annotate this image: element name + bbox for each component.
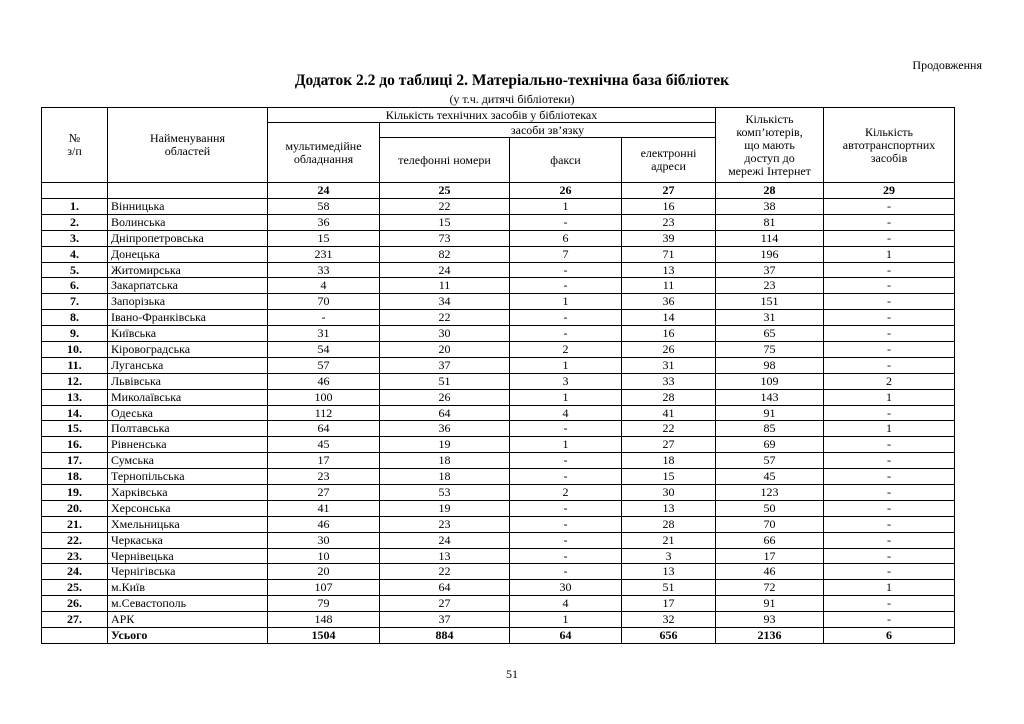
fax-count: -: [510, 532, 622, 548]
phone-count: 53: [380, 485, 510, 501]
email-count: 31: [622, 357, 716, 373]
fax-count: -: [510, 214, 622, 230]
vehicle-count: -: [824, 199, 955, 215]
computer-count: 70: [716, 516, 824, 532]
multimedia-count: 33: [268, 262, 380, 278]
computer-count: 93: [716, 612, 824, 628]
computer-count: 46: [716, 564, 824, 580]
computer-count: 85: [716, 421, 824, 437]
computer-count: 91: [716, 405, 824, 421]
vehicle-count: 1: [824, 421, 955, 437]
email-count: 13: [622, 262, 716, 278]
row-number: 10.: [42, 342, 108, 358]
region-name: Дніпропетровська: [108, 230, 268, 246]
computer-count: 31: [716, 310, 824, 326]
table-row: [42, 580, 955, 596]
row-number: 18.: [42, 469, 108, 485]
table-row: [42, 310, 955, 326]
table-row: [42, 516, 955, 532]
vehicle-count: -: [824, 214, 955, 230]
header-email: електронні адреси: [622, 138, 716, 183]
row-number: 13.: [42, 389, 108, 405]
row-number: 2.: [42, 214, 108, 230]
email-count: 30: [622, 485, 716, 501]
email-count: 27: [622, 437, 716, 453]
row-number: 4.: [42, 246, 108, 262]
email-count: 51: [622, 580, 716, 596]
multimedia-count: 20: [268, 564, 380, 580]
phone-count: 22: [380, 199, 510, 215]
region-name: м.Київ: [108, 580, 268, 596]
row-number: 3.: [42, 230, 108, 246]
table-row: [42, 469, 955, 485]
fax-count: -: [510, 548, 622, 564]
table-row: [42, 278, 955, 294]
header-region: Найменування областей: [108, 108, 268, 183]
vehicle-count: -: [824, 516, 955, 532]
phone-count: 19: [380, 437, 510, 453]
row-number: 11.: [42, 357, 108, 373]
computer-count: 75: [716, 342, 824, 358]
header-multimedia: мультимедійне обладнання: [268, 123, 380, 183]
phone-count: 24: [380, 262, 510, 278]
vehicle-count: -: [824, 405, 955, 421]
table-row: [42, 342, 955, 358]
phone-count: 18: [380, 453, 510, 469]
vehicle-count: -: [824, 326, 955, 342]
row-number: 22.: [42, 532, 108, 548]
row-number: 7.: [42, 294, 108, 310]
email-count: 39: [622, 230, 716, 246]
region-name: Хмельницька: [108, 516, 268, 532]
fax-count: 1: [510, 294, 622, 310]
email-count: 17: [622, 596, 716, 612]
region-name: Харківська: [108, 485, 268, 501]
table-row: [42, 485, 955, 501]
multimedia-count: 112: [268, 405, 380, 421]
multimedia-count: 41: [268, 500, 380, 516]
multimedia-count: 45: [268, 437, 380, 453]
region-name: Сумська: [108, 453, 268, 469]
table-row: [42, 405, 955, 421]
phone-count: 37: [380, 612, 510, 628]
region-name: АРК: [108, 612, 268, 628]
table-row: [42, 596, 955, 612]
column-number: 24: [268, 183, 380, 199]
email-count: 23: [622, 214, 716, 230]
region-name: Тернопільська: [108, 469, 268, 485]
phone-count: 82: [380, 246, 510, 262]
computer-count: 109: [716, 373, 824, 389]
row-number: 12.: [42, 373, 108, 389]
header-computers: Кількість комп’ютерів, що мають доступ до мережі Інтернет: [716, 108, 824, 183]
table-row: [42, 532, 955, 548]
library-equipment-table: [41, 107, 955, 644]
column-number: 26: [510, 183, 622, 199]
computer-count: 151: [716, 294, 824, 310]
computer-count: 69: [716, 437, 824, 453]
page-number: 51: [506, 667, 518, 681]
row-number: 26.: [42, 596, 108, 612]
phone-count: 22: [380, 564, 510, 580]
fax-count: 1: [510, 437, 622, 453]
multimedia-count: 10: [268, 548, 380, 564]
phone-count: 19: [380, 500, 510, 516]
computer-count: 143: [716, 389, 824, 405]
fax-count: 1: [510, 357, 622, 373]
fax-count: -: [510, 469, 622, 485]
multimedia-count: 100: [268, 389, 380, 405]
computer-count: 66: [716, 532, 824, 548]
email-count: 22: [622, 421, 716, 437]
column-number: 29: [824, 183, 955, 199]
row-number: 15.: [42, 421, 108, 437]
region-name: Луганська: [108, 357, 268, 373]
header-fax: факси: [510, 138, 622, 183]
table-row: [42, 326, 955, 342]
multimedia-count: 46: [268, 373, 380, 389]
phone-count: 22: [380, 310, 510, 326]
table-row: [42, 294, 955, 310]
computer-count: 81: [716, 214, 824, 230]
email-count: 36: [622, 294, 716, 310]
multimedia-count: 4: [268, 278, 380, 294]
computer-count: 50: [716, 500, 824, 516]
multimedia-count: 231: [268, 246, 380, 262]
vehicle-count: -: [824, 294, 955, 310]
table-row: [42, 199, 955, 215]
region-name: Кіровоградська: [108, 342, 268, 358]
multimedia-count: 107: [268, 580, 380, 596]
fax-count: -: [510, 564, 622, 580]
computer-count: 91: [716, 596, 824, 612]
row-number: 20.: [42, 500, 108, 516]
multimedia-count: -: [268, 310, 380, 326]
multimedia-count: 17: [268, 453, 380, 469]
computer-count: 45: [716, 469, 824, 485]
vehicle-count: -: [824, 548, 955, 564]
region-name: Житомирська: [108, 262, 268, 278]
multimedia-count: 54: [268, 342, 380, 358]
multimedia-count: 57: [268, 357, 380, 373]
header-communication: засоби зв’язку: [380, 123, 716, 138]
email-count: 14: [622, 310, 716, 326]
region-name: Черкаська: [108, 532, 268, 548]
vehicle-count: -: [824, 564, 955, 580]
computer-count: 2136: [716, 628, 824, 644]
multimedia-count: 148: [268, 612, 380, 628]
phone-count: 64: [380, 405, 510, 421]
header-number-cell: [42, 183, 108, 199]
fax-count: 4: [510, 405, 622, 421]
table-row: [42, 500, 955, 516]
row-number: 14.: [42, 405, 108, 421]
region-name: Вінницька: [108, 199, 268, 215]
email-count: 16: [622, 199, 716, 215]
vehicle-count: 6: [824, 628, 955, 644]
multimedia-count: 27: [268, 485, 380, 501]
multimedia-count: 23: [268, 469, 380, 485]
fax-count: -: [510, 421, 622, 437]
email-count: 16: [622, 326, 716, 342]
table-row: [42, 389, 955, 405]
region-name: Полтавська: [108, 421, 268, 437]
multimedia-count: 46: [268, 516, 380, 532]
table-row: [42, 246, 955, 262]
email-count: 3: [622, 548, 716, 564]
vehicle-count: 1: [824, 246, 955, 262]
row-number: 23.: [42, 548, 108, 564]
multimedia-count: 36: [268, 214, 380, 230]
fax-count: 1: [510, 389, 622, 405]
document-subtitle: (у т.ч. дитячі бібліотеки): [449, 92, 575, 106]
vehicle-count: -: [824, 230, 955, 246]
region-name: м.Севастополь: [108, 596, 268, 612]
vehicle-count: -: [824, 278, 955, 294]
row-number: 16.: [42, 437, 108, 453]
vehicle-count: -: [824, 342, 955, 358]
email-count: 26: [622, 342, 716, 358]
table-row: [42, 564, 955, 580]
email-count: 11: [622, 278, 716, 294]
region-name: Усього: [108, 628, 268, 644]
fax-count: 7: [510, 246, 622, 262]
multimedia-count: 1504: [268, 628, 380, 644]
multimedia-count: 70: [268, 294, 380, 310]
vehicle-count: -: [824, 262, 955, 278]
email-count: 21: [622, 532, 716, 548]
vehicle-count: -: [824, 500, 955, 516]
vehicle-count: -: [824, 437, 955, 453]
table-row: [42, 421, 955, 437]
region-name: Миколаївська: [108, 389, 268, 405]
row-number: 6.: [42, 278, 108, 294]
row-number: 17.: [42, 453, 108, 469]
email-count: 28: [622, 516, 716, 532]
fax-count: -: [510, 262, 622, 278]
phone-count: 26: [380, 389, 510, 405]
document-title: Додаток 2.2 до таблиці 2. Матеріально-технічна база бібліотек: [294, 72, 730, 89]
fax-count: 6: [510, 230, 622, 246]
row-number: 27.: [42, 612, 108, 628]
table-row: [42, 214, 955, 230]
fax-count: 4: [510, 596, 622, 612]
fax-count: -: [510, 310, 622, 326]
header-phones: телефонні номери: [380, 138, 510, 183]
region-name: Рівненська: [108, 437, 268, 453]
multimedia-count: 15: [268, 230, 380, 246]
region-name: Київська: [108, 326, 268, 342]
vehicle-count: -: [824, 612, 955, 628]
table-row: [42, 548, 955, 564]
vehicle-count: -: [824, 596, 955, 612]
phone-count: 15: [380, 214, 510, 230]
fax-count: 2: [510, 485, 622, 501]
header-number-cell: [108, 183, 268, 199]
region-name: Івано-Франківська: [108, 310, 268, 326]
computer-count: 196: [716, 246, 824, 262]
vehicle-count: -: [824, 357, 955, 373]
table-row: [42, 230, 955, 246]
continued-label: Продовження: [912, 58, 982, 72]
fax-count: 64: [510, 628, 622, 644]
table-row: [42, 612, 955, 628]
fax-count: -: [510, 326, 622, 342]
row-number: 21.: [42, 516, 108, 532]
table-row: [42, 453, 955, 469]
email-count: 656: [622, 628, 716, 644]
table-body: [42, 199, 955, 644]
vehicle-count: -: [824, 469, 955, 485]
computer-count: 98: [716, 357, 824, 373]
fax-count: 30: [510, 580, 622, 596]
email-count: 32: [622, 612, 716, 628]
phone-count: 23: [380, 516, 510, 532]
phone-count: 51: [380, 373, 510, 389]
phone-count: 24: [380, 532, 510, 548]
multimedia-count: 58: [268, 199, 380, 215]
vehicle-count: 1: [824, 580, 955, 596]
row-number: 9.: [42, 326, 108, 342]
total-row: [42, 628, 955, 644]
phone-count: 18: [380, 469, 510, 485]
header-vehicles: Кількість автотранспортних засобів: [824, 108, 955, 183]
fax-count: -: [510, 516, 622, 532]
multimedia-count: 79: [268, 596, 380, 612]
fax-count: -: [510, 278, 622, 294]
table-row: [42, 357, 955, 373]
computer-count: 57: [716, 453, 824, 469]
email-count: 13: [622, 500, 716, 516]
region-name: Волинська: [108, 214, 268, 230]
email-count: 41: [622, 405, 716, 421]
vehicle-count: 1: [824, 389, 955, 405]
region-name: Львівська: [108, 373, 268, 389]
region-name: Закарпатська: [108, 278, 268, 294]
fax-count: -: [510, 453, 622, 469]
region-name: Запорізька: [108, 294, 268, 310]
vehicle-count: -: [824, 453, 955, 469]
phone-count: 34: [380, 294, 510, 310]
email-count: 28: [622, 389, 716, 405]
phone-count: 27: [380, 596, 510, 612]
computer-count: 114: [716, 230, 824, 246]
phone-count: 36: [380, 421, 510, 437]
region-name: Чернівецька: [108, 548, 268, 564]
computer-count: 17: [716, 548, 824, 564]
fax-count: 3: [510, 373, 622, 389]
row-number: 5.: [42, 262, 108, 278]
vehicle-count: -: [824, 310, 955, 326]
phone-count: 30: [380, 326, 510, 342]
column-number: 28: [716, 183, 824, 199]
phone-count: 73: [380, 230, 510, 246]
computer-count: 23: [716, 278, 824, 294]
row-number: 24.: [42, 564, 108, 580]
email-count: 71: [622, 246, 716, 262]
region-name: Донецька: [108, 246, 268, 262]
computer-count: 65: [716, 326, 824, 342]
fax-count: 1: [510, 199, 622, 215]
region-name: Херсонська: [108, 500, 268, 516]
vehicle-count: -: [824, 485, 955, 501]
header-number: № з/п: [42, 108, 108, 183]
row-number: 25.: [42, 580, 108, 596]
multimedia-count: 64: [268, 421, 380, 437]
row-number: 8.: [42, 310, 108, 326]
computer-count: 123: [716, 485, 824, 501]
column-number: 27: [622, 183, 716, 199]
phone-count: 37: [380, 357, 510, 373]
phone-count: 11: [380, 278, 510, 294]
multimedia-count: 30: [268, 532, 380, 548]
phone-count: 20: [380, 342, 510, 358]
fax-count: 1: [510, 612, 622, 628]
row-number: 1.: [42, 199, 108, 215]
vehicle-count: -: [824, 532, 955, 548]
fax-count: 2: [510, 342, 622, 358]
fax-count: -: [510, 500, 622, 516]
vehicle-count: 2: [824, 373, 955, 389]
phone-count: 13: [380, 548, 510, 564]
region-name: Чернігівська: [108, 564, 268, 580]
phone-count: 64: [380, 580, 510, 596]
row-number: 19.: [42, 485, 108, 501]
email-count: 15: [622, 469, 716, 485]
email-count: 13: [622, 564, 716, 580]
region-name: Одеська: [108, 405, 268, 421]
computer-count: 38: [716, 199, 824, 215]
email-count: 33: [622, 373, 716, 389]
phone-count: 884: [380, 628, 510, 644]
table-row: [42, 373, 955, 389]
column-number: 25: [380, 183, 510, 199]
computer-count: 37: [716, 262, 824, 278]
row-number: [42, 628, 108, 644]
table-row: [42, 437, 955, 453]
email-count: 18: [622, 453, 716, 469]
table-row: [42, 262, 955, 278]
computer-count: 72: [716, 580, 824, 596]
header-tech-means: Кількість технічних засобів у бібліотеках: [268, 108, 716, 123]
multimedia-count: 31: [268, 326, 380, 342]
